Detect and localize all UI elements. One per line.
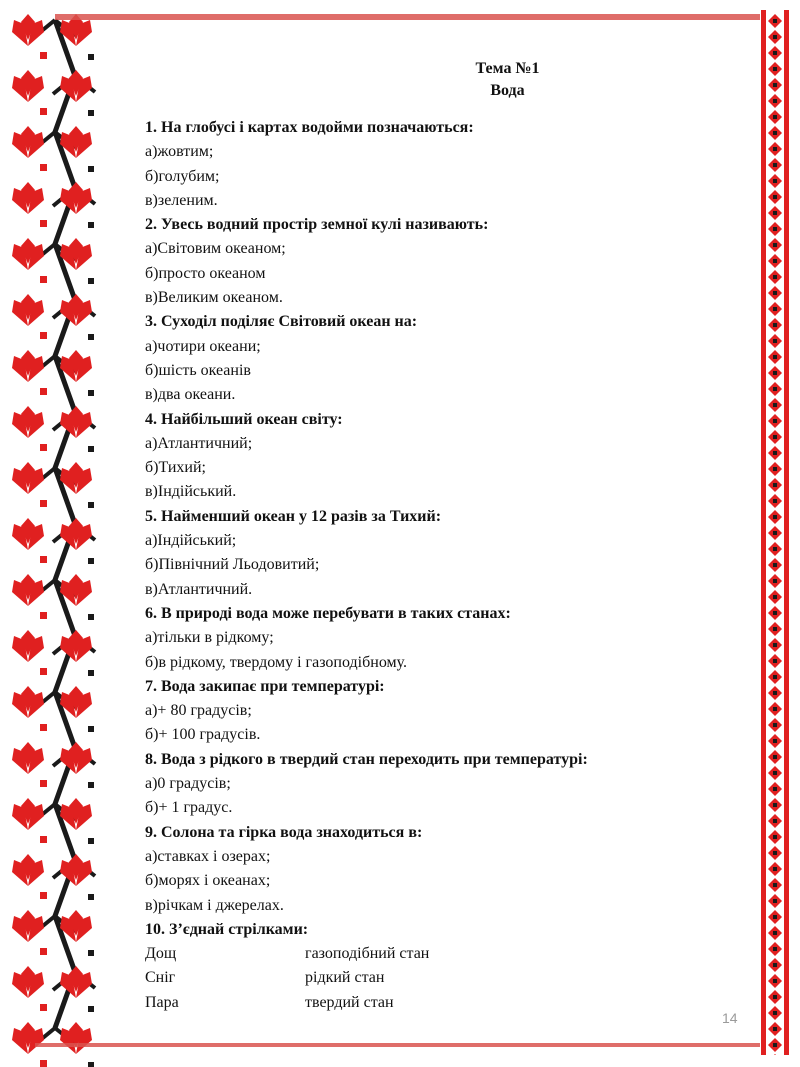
flower-motif xyxy=(12,350,44,382)
answer-option: в)Індійський. xyxy=(145,483,237,501)
matching-right-item: рідкий стан xyxy=(305,969,385,987)
matching-right-item: газоподібний стан xyxy=(305,945,430,963)
answer-option: в)Великим океаном. xyxy=(145,289,283,307)
flower-motif xyxy=(12,798,44,830)
answer-option: б)шість океанів xyxy=(145,361,251,379)
flower-motif xyxy=(12,126,44,158)
question-8: 8. Вода з рідкого в твердий стан переходить при температурі: xyxy=(145,750,588,768)
topic-subtitle: Вода xyxy=(490,82,525,99)
answer-option: в)річкам і джерелах. xyxy=(145,896,284,914)
answer-option: б)в рідкому, твердому і газоподібному. xyxy=(145,653,408,671)
flower-motif xyxy=(12,14,44,46)
flower-motif xyxy=(12,238,44,270)
bottom-border-stripe xyxy=(35,1043,760,1047)
question-10: 10. З’єднай стрілками: xyxy=(145,920,309,938)
question-2: 2. Увесь водний простір земної кулі називають: xyxy=(145,216,489,234)
flower-motif xyxy=(12,406,44,438)
flower-motif xyxy=(12,630,44,662)
flower-motif xyxy=(12,854,44,886)
answer-option: а)Атлантичний; xyxy=(145,434,253,452)
answer-option: б)морях і океанах; xyxy=(145,872,271,890)
answer-option: а)жовтим; xyxy=(145,143,214,161)
flower-motif xyxy=(12,1022,44,1054)
flower-motif xyxy=(12,70,44,102)
quiz-content xyxy=(145,116,755,1015)
flower-motif xyxy=(12,462,44,494)
matching-row xyxy=(145,966,755,990)
answer-option: б)Тихий; xyxy=(145,459,206,477)
question-1: 1. На глобусі і картах водойми позначаються: xyxy=(145,119,474,136)
answer-option: а)0 градусів; xyxy=(145,775,231,793)
flower-motif xyxy=(12,742,44,774)
answer-option: б)Північний Льодовитий; xyxy=(145,556,320,574)
flower-motif xyxy=(12,686,44,718)
flower-motif xyxy=(12,294,44,326)
flower-motif xyxy=(12,910,44,942)
answer-option: а)Індійський; xyxy=(145,532,237,550)
answer-option: в)Атлантичний. xyxy=(145,580,253,598)
flower-motif xyxy=(12,966,44,998)
question-9: 9. Солона та гірка вода знаходиться в: xyxy=(145,823,423,841)
matching-right-item: твердий стан xyxy=(305,993,394,1011)
matching-left-item: Пара xyxy=(145,993,179,1011)
matching-left-item: Дощ xyxy=(145,945,177,963)
answer-option: б)+ 1 градус. xyxy=(145,799,233,817)
flower-motif xyxy=(60,1022,92,1054)
question-4: 4. Найбільший океан світу: xyxy=(145,410,343,428)
topic-title: Тема №1 xyxy=(475,60,540,77)
page-header xyxy=(400,58,615,102)
question-7: 7. Вода закипає при температурі: xyxy=(145,677,385,695)
answer-option: б)голубим; xyxy=(145,167,220,185)
matching-row xyxy=(145,942,755,966)
answer-option: а)тільки в рідкому; xyxy=(145,629,274,647)
answer-option: а)чотири океани; xyxy=(145,337,261,355)
question-6: 6. В природі вода може перебувати в таких станах: xyxy=(145,604,511,622)
question-5: 5. Найменший океан у 12 разів за Тихий: xyxy=(145,507,442,525)
left-embroidery-ornament xyxy=(0,0,110,1067)
flower-motif xyxy=(12,518,44,550)
right-embroidery-border xyxy=(760,10,790,1055)
answer-option: в)два океани. xyxy=(145,386,236,404)
answer-option: б)просто океаном xyxy=(145,264,266,282)
answer-option: а)Світовим океаном; xyxy=(145,240,286,258)
matching-row xyxy=(145,991,755,1015)
page-number: 14 xyxy=(722,1010,738,1026)
question-3: 3. Суходіл поділяє Світовий океан на: xyxy=(145,313,418,331)
matching-left-item: Сніг xyxy=(145,969,176,987)
flower-motif xyxy=(12,182,44,214)
answer-option: а)+ 80 градусів; xyxy=(145,702,252,720)
top-border-stripe xyxy=(55,14,760,20)
answer-option: б)+ 100 градусів. xyxy=(145,726,261,744)
flower-motif xyxy=(12,574,44,606)
answer-option: в)зеленим. xyxy=(145,191,218,209)
answer-option: а)ставках і озерах; xyxy=(145,847,271,865)
